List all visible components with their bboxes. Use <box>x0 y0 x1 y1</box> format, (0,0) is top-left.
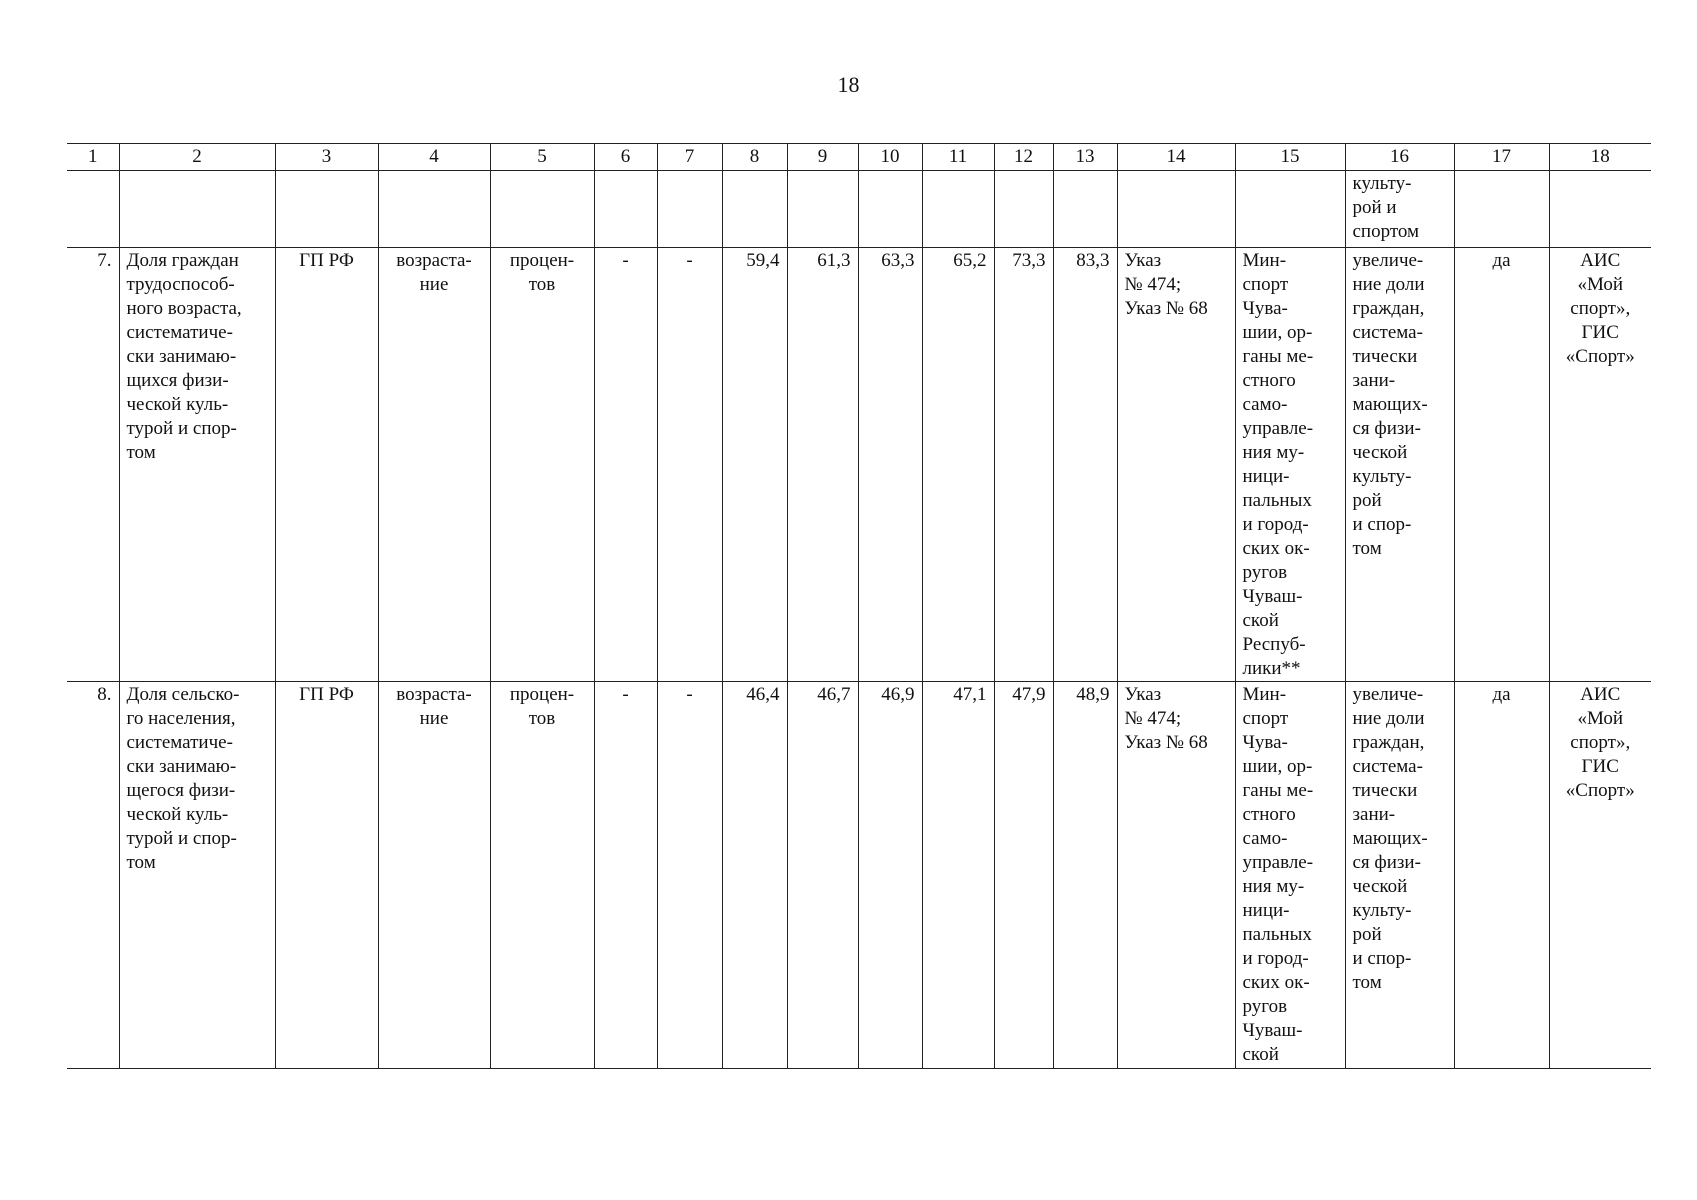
value-cell: - <box>657 248 722 682</box>
column-header: 8 <box>722 144 787 171</box>
column-numbers-row <box>67 144 1651 171</box>
responsible-cell: Мин- спорт Чува- шии, ор- ганы ме- стного само- управле- ния му- ници- пальных и город- ских ок- ругов Чуваш- ской Респуб- лики** <box>1235 248 1345 682</box>
column-header: 13 <box>1053 144 1117 171</box>
value-cell: 65,2 <box>922 248 994 682</box>
column-header: 11 <box>922 144 994 171</box>
column-header: 17 <box>1454 144 1549 171</box>
row-number: 7. <box>67 248 119 682</box>
column-header: 7 <box>657 144 722 171</box>
value-cell: 47,9 <box>994 682 1053 1069</box>
table-row <box>67 682 1651 1069</box>
column-header: 9 <box>787 144 858 171</box>
unit-cell: процен- тов <box>490 682 594 1069</box>
value-cell: 46,9 <box>858 682 922 1069</box>
flag-cell: да <box>1454 248 1549 682</box>
trend-cell: возраста- ние <box>378 248 490 682</box>
table-row <box>67 248 1651 682</box>
value-cell: - <box>594 248 657 682</box>
continuation-row <box>67 171 1651 248</box>
trend-cell: возраста- ние <box>378 682 490 1069</box>
value-cell: 46,4 <box>722 682 787 1069</box>
responsible-cell: Мин- спорт Чува- шии, ор- ганы ме- стного само- управле- ния му- ници- пальных и город- ских ок- ругов Чуваш- ской <box>1235 682 1345 1069</box>
value-cell: 63,3 <box>858 248 922 682</box>
indicator-name: Доля граждан трудоспособ- ного возраста, систематиче- ски занимаю- щихся физи- ческой куль- турой и спор- том <box>119 248 275 682</box>
result-cell: увеличе- ние доли граждан, система- тически зани- мающих- ся физи- ческой культу- рой и спор- том <box>1345 248 1454 682</box>
system-cell: АИС «Мой спорт», ГИС «Спорт» <box>1549 682 1651 1069</box>
column-header: 6 <box>594 144 657 171</box>
column-header: 12 <box>994 144 1053 171</box>
column-header: 3 <box>275 144 378 171</box>
value-cell: 46,7 <box>787 682 858 1069</box>
source-cell: ГП РФ <box>275 682 378 1069</box>
column-header: 15 <box>1235 144 1345 171</box>
system-cell: АИС «Мой спорт», ГИС «Спорт» <box>1549 248 1651 682</box>
column-header: 16 <box>1345 144 1454 171</box>
value-cell: 59,4 <box>722 248 787 682</box>
indicators-table <box>67 143 1651 1069</box>
column-header: 2 <box>119 144 275 171</box>
column-header: 18 <box>1549 144 1651 171</box>
document-cell: Указ № 474; Указ № 68 <box>1117 682 1235 1069</box>
indicator-name: Доля сельско- го населения, систематиче- ски занимаю- щегося физи- ческой куль- турой и спор- том <box>119 682 275 1069</box>
column-header: 14 <box>1117 144 1235 171</box>
flag-cell: да <box>1454 682 1549 1069</box>
page-number: 18 <box>837 72 860 97</box>
value-cell: 61,3 <box>787 248 858 682</box>
value-cell: - <box>657 682 722 1069</box>
column-header: 10 <box>858 144 922 171</box>
column-header: 5 <box>490 144 594 171</box>
row-number: 8. <box>67 682 119 1069</box>
column-header: 4 <box>378 144 490 171</box>
column-header: 1 <box>67 144 119 171</box>
value-cell: 73,3 <box>994 248 1053 682</box>
value-cell: 48,9 <box>1053 682 1117 1069</box>
value-cell: - <box>594 682 657 1069</box>
result-cell: увеличе- ние доли граждан, система- тически зани- мающих- ся физи- ческой культу- рой и спор- том <box>1345 682 1454 1069</box>
document-cell: Указ № 474; Указ № 68 <box>1117 248 1235 682</box>
source-cell: ГП РФ <box>275 248 378 682</box>
result-cell: культу- рой и спортом <box>1345 171 1454 248</box>
value-cell: 83,3 <box>1053 248 1117 682</box>
value-cell: 47,1 <box>922 682 994 1069</box>
unit-cell: процен- тов <box>490 248 594 682</box>
